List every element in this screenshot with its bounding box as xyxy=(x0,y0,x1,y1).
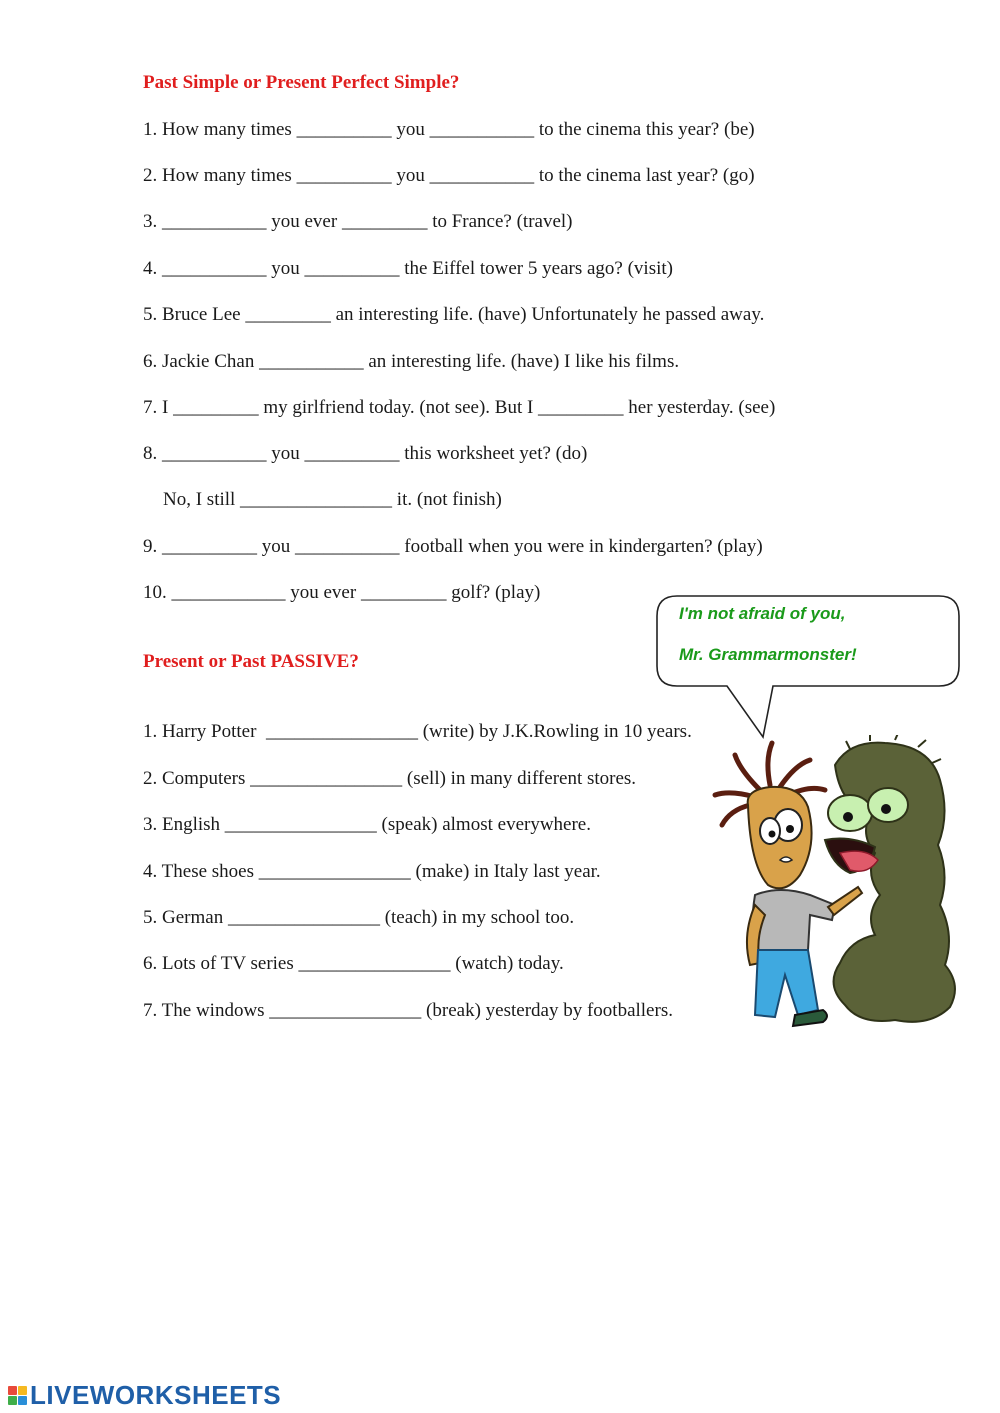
exercise2-question-6: 6. Lots of TV series ________________ (watch) today. xyxy=(143,953,564,974)
exercise1-question-8: 8. ___________ you __________ this worksheet yet? (do) xyxy=(143,443,588,464)
speech-bubble-line-1: I'm not afraid of you, xyxy=(679,604,846,623)
exercise2-question-2: 2. Computers ________________ (sell) in many different stores. xyxy=(143,768,637,789)
exercise2-question-7: 7. The windows ________________ (break) yesterday by footballers. xyxy=(143,1000,673,1021)
exercise1-question-1: 1. How many times __________ you ___________ to the cinema this year? (be) xyxy=(143,119,755,140)
exercise1-question-3: 3. ___________ you ever _________ to France? (travel) xyxy=(143,211,573,232)
logo-mark-icon xyxy=(8,1386,27,1405)
exercise2-question-3: 3. English ________________ (speak) almost everywhere. xyxy=(143,814,591,835)
exercise1-question-10: 10. ____________ you ever _________ golf? (play) xyxy=(143,582,541,603)
exercise1-question-7: 7. I _________ my girlfriend today. (not see). But I _________ her yesterday. (see) xyxy=(143,397,776,418)
exercise1-question-5: 5. Bruce Lee _________ an interesting life. (have) Unfortunately he passed away. xyxy=(143,304,765,325)
exercise2-question-1: 1. Harry Potter ________________ (write) by J.K.Rowling in 10 years. xyxy=(143,721,692,742)
grammar-monster-cartoon xyxy=(700,735,965,1030)
monster-illustration xyxy=(834,735,955,1022)
exercise1-question-9: 9. __________ you ___________ football when you were in kindergarten? (play) xyxy=(143,536,763,557)
liveworksheets-logo xyxy=(8,1380,281,1410)
logo-text: LIVEWORKSHEETS xyxy=(30,1379,282,1410)
exercise1-question-4: 4. ___________ you __________ the Eiffel tower 5 years ago? (visit) xyxy=(143,258,673,279)
exercise2-question-5: 5. German ________________ (teach) in my school too. xyxy=(143,907,575,928)
section2-title: Present or Past PASSIVE? xyxy=(143,651,359,672)
exercise1-question-6: 6. Jackie Chan ___________ an interesting life. (have) I like his films. xyxy=(143,351,680,372)
exercise1-question-8-answer: No, I still ________________ it. (not finish) xyxy=(163,489,502,510)
section1-title: Past Simple or Present Perfect Simple? xyxy=(143,72,460,93)
speech-bubble-line-2: Mr. Grammarmonster! xyxy=(679,645,857,664)
exercise2-question-4: 4. These shoes ________________ (make) in Italy last year. xyxy=(143,861,601,882)
exercise1-question-2: 2. How many times __________ you ___________ to the cinema last year? (go) xyxy=(143,165,755,186)
